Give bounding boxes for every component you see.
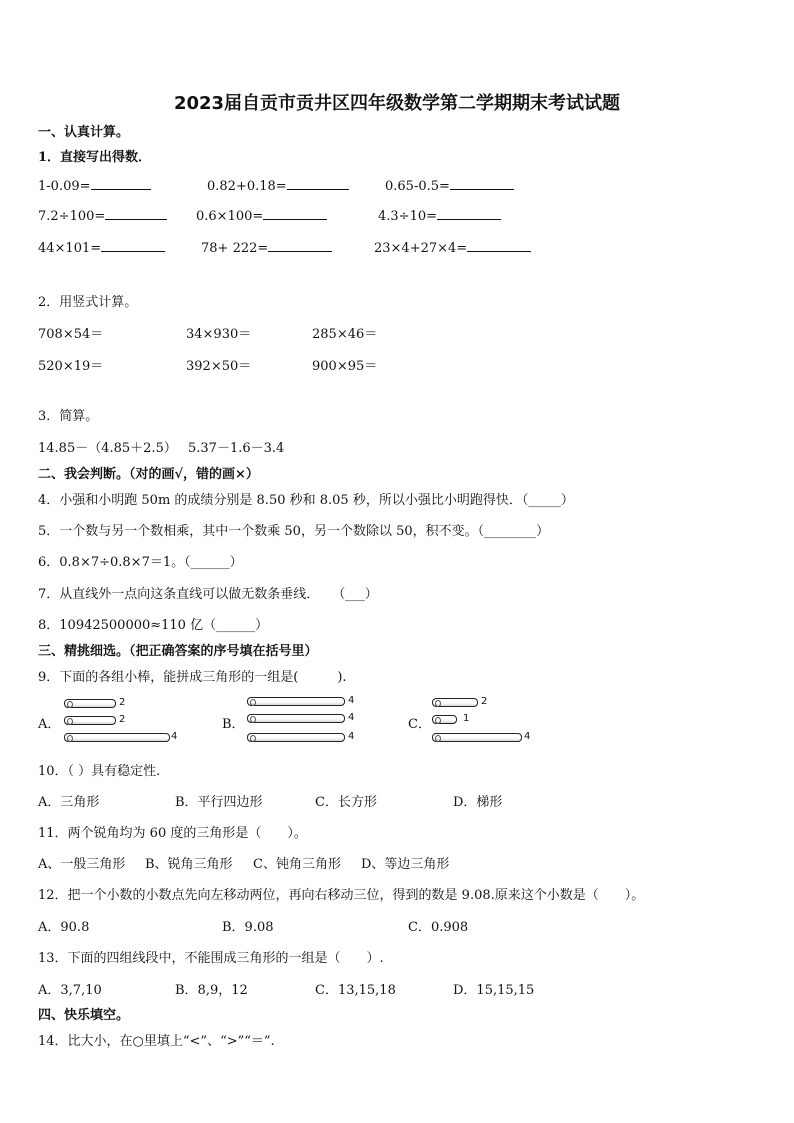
- stick-4: [432, 733, 522, 742]
- option-a[interactable]: A．三角形: [38, 795, 100, 810]
- section-4-heading: 四、快乐填空。: [38, 1008, 130, 1023]
- answer-blank[interactable]: [101, 251, 165, 252]
- question-1-title: 1．直接写出得数．: [38, 150, 152, 165]
- exam-title: 2023届自贡市贡井区四年级数学第二学期期末考试试题: [173, 93, 621, 114]
- question-11: 11．两个锐角均为 60 度的三角形是（ ）。: [38, 826, 307, 841]
- option-a[interactable]: A、一般三角形: [38, 857, 126, 872]
- vertical-calc-item: 520×19＝: [38, 359, 104, 374]
- answer-blank[interactable]: [263, 219, 327, 220]
- stick-2: [64, 699, 116, 708]
- stick-4: [64, 733, 170, 742]
- question-5: 5．一个数与另一个数相乘，其中一个数乘 50，另一个数除以 50，积不变。（________）: [38, 524, 550, 539]
- question-9: 9．下面的各组小棒，能拼成三角形的一组是( ).: [38, 670, 347, 685]
- answer-blank[interactable]: [437, 219, 501, 220]
- stick-length-label: 2: [119, 697, 126, 708]
- answer-blank[interactable]: [105, 219, 167, 220]
- calc-item: 1-0.09=: [38, 179, 151, 194]
- question-13: 13．下面的四组线段中，不能围成三角形的一组是（ ）.: [38, 951, 384, 966]
- question-3-title: 3．简算。: [38, 409, 99, 424]
- section-3-heading: 三、精挑细选。（把正确答案的序号填在括号里）: [38, 644, 318, 659]
- answer-blank[interactable]: [450, 189, 514, 190]
- option-c[interactable]: C．长方形: [315, 795, 377, 810]
- stick-length-label: 4: [348, 731, 355, 742]
- stick-4: [247, 733, 345, 742]
- stick-length-label: 4: [348, 695, 355, 706]
- option-c[interactable]: C．0.908: [408, 920, 469, 935]
- question-7: 7．从直线外一点向这条直线可以做无数条垂线． （___）: [38, 587, 378, 602]
- stick-4: [247, 697, 345, 706]
- stick-length-label: 2: [119, 714, 126, 725]
- section-1-heading: 一、认真计算。: [38, 125, 130, 140]
- stick-2: [64, 716, 116, 725]
- calc-item: 7.2÷100=: [38, 209, 167, 224]
- stick-4: [247, 714, 345, 723]
- calc-item: 0.65-0.5=: [385, 179, 514, 194]
- stick-length-label: 4: [348, 712, 355, 723]
- question-8: 8．10942500000≈110 亿（______）: [38, 618, 269, 633]
- option-a[interactable]: A．3,7,10: [38, 983, 102, 998]
- stick-1: [432, 715, 457, 724]
- option-d[interactable]: D．梯形: [453, 795, 503, 810]
- calc-item: 4.3÷10=: [378, 209, 501, 224]
- option-b[interactable]: B、锐角三角形: [145, 857, 233, 872]
- answer-blank[interactable]: [91, 189, 151, 190]
- question-4: 4．小强和小明跑 50m 的成绩分别是 8.50 秒和 8.05 秒，所以小强比小明跑得快．（_____）: [38, 493, 574, 508]
- calc-item: 0.6×100=: [196, 209, 327, 224]
- simplify-item: 14.85－（4.85＋2.5）: [38, 441, 177, 456]
- vertical-calc-item: 392×50＝: [186, 359, 252, 374]
- option-d[interactable]: D、等边三角形: [361, 857, 450, 872]
- question-2-title: 2．用竖式计算。: [38, 295, 138, 310]
- option-d[interactable]: D．15,15,15: [453, 983, 535, 998]
- vertical-calc-item: 708×54＝: [38, 327, 104, 342]
- vertical-calc-item: 34×930＝: [186, 327, 252, 342]
- option-b[interactable]: B．平行四边形: [175, 795, 263, 810]
- answer-blank[interactable]: [287, 189, 349, 190]
- option-b[interactable]: B．9.08: [222, 920, 274, 935]
- question-14: 14．比大小，在○里填上“<”、“>”“＝”.: [38, 1034, 275, 1049]
- section-2-heading: 二、我会判断。（对的画√，错的画×）: [38, 467, 259, 482]
- simplify-item: 5.37－1.6－3.4: [188, 441, 285, 456]
- option-c-label[interactable]: C．: [408, 717, 431, 732]
- calc-item: 0.82+0.18=: [207, 179, 349, 194]
- vertical-calc-item: 285×46＝: [312, 327, 378, 342]
- option-a[interactable]: A．90.8: [38, 920, 90, 935]
- stick-length-label: 4: [524, 731, 531, 742]
- answer-blank[interactable]: [268, 251, 332, 252]
- question-10: 10．（ ）具有稳定性.: [38, 764, 161, 779]
- calc-item: 23×4+27×4=: [374, 241, 531, 256]
- option-a-label[interactable]: A．: [38, 717, 61, 732]
- question-6: 6．0.8×7÷0.8×7＝1。（______）: [38, 555, 243, 570]
- option-b[interactable]: B．8,9，12: [175, 983, 248, 998]
- stick-length-label: 1: [463, 713, 470, 724]
- option-b-label[interactable]: B．: [222, 717, 245, 732]
- stick-length-label: 2: [481, 696, 488, 707]
- calc-item: 44×101=: [38, 241, 165, 256]
- vertical-calc-item: 900×95＝: [312, 359, 378, 374]
- stick-length-label: 4: [171, 731, 178, 742]
- stick-2: [432, 698, 478, 707]
- option-c[interactable]: C、钝角三角形: [253, 857, 341, 872]
- option-c[interactable]: C．13,15,18: [315, 983, 396, 998]
- question-12: 12．把一个小数的小数点先向左移动两位，再向右移动三位，得到的数是 9.08.原来这个小数是（ ）。: [38, 888, 645, 903]
- answer-blank[interactable]: [467, 251, 531, 252]
- calc-item: 78+ 222=: [201, 241, 332, 256]
